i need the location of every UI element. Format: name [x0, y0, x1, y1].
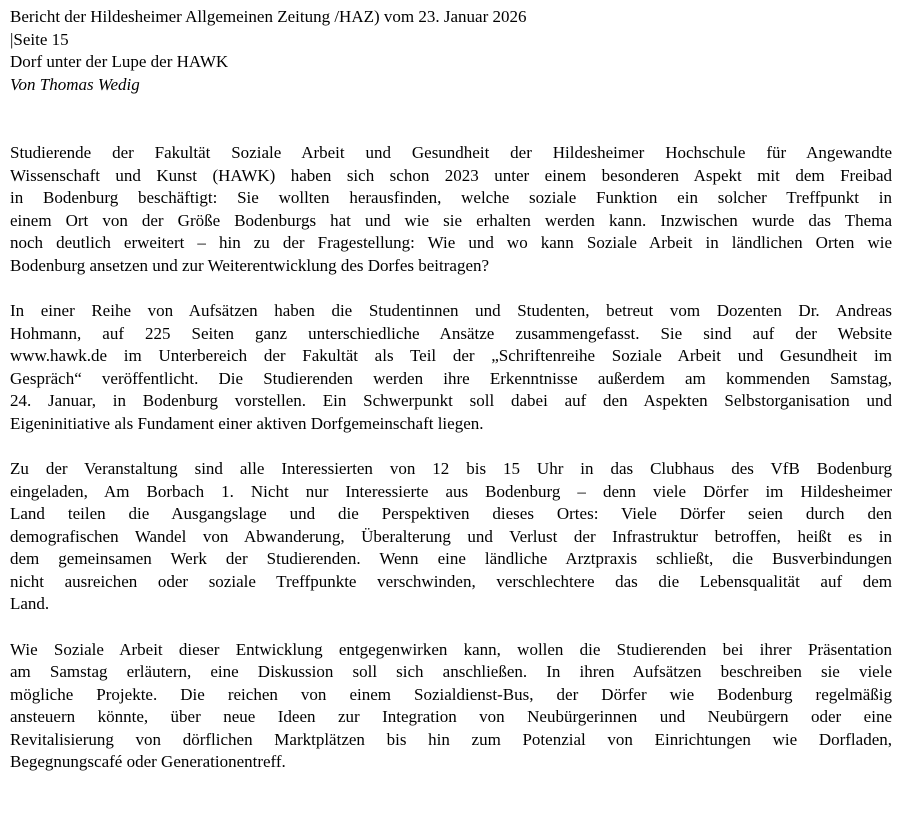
paragraph-line: Land. — [10, 594, 50, 613]
article-paragraph — [10, 458, 892, 616]
paragraph-line: Zu der Veranstaltung sind alle Interessierten von 12 bis 15 Uhr in das Clubhaus des VfB Bodenburg — [10, 459, 892, 478]
paragraph-line: mögliche Projekte. Die reichen von einem Sozialdienst-Bus, der Dörfer wie Bodenburg regelmäßig — [10, 684, 892, 704]
article-body — [10, 142, 892, 774]
paragraph-line: demografischen Wandel von Abwanderung, Überalterung und Verlust der Infrastruktur betroffen, heißt es in — [10, 526, 892, 546]
article-paragraph — [10, 142, 892, 277]
paragraph-line: 24. Januar, in Bodenburg vorstellen. Ein Schwerpunkt soll dabei auf den Aspekten Selbstorganisation und — [10, 391, 892, 410]
paragraph-line: einem Ort von der Größe Bodenburgs hat und wie sie erhalten werden kann. Inzwischen wurde das Thema — [10, 210, 892, 230]
paragraph-line: Wissenschaft und Kunst (HAWK) haben sich schon 2023 unter einem besonderen Aspekt mit dem Freibad — [10, 165, 892, 185]
paragraph-line: www.hawk.de im Unterbereich der Fakultät als Teil der „Schriftenreihe Soziale Arbeit und Gesundheit im — [10, 346, 892, 365]
paragraph-line: Revitalisierung von dörflichen Marktplätzen bis hin zum Potenzial von Einrichtungen wie Dorfladen, — [10, 729, 892, 749]
headline: Dorf unter der Lupe der HAWK — [10, 52, 229, 71]
paragraph-line: ansteuern könnte, über neue Ideen zur Integration von Neubürgerinnen und Neubürgern oder eine — [10, 707, 892, 726]
paragraph-line: eingeladen, Am Borbach 1. Nicht nur Interessierte aus Bodenburg – denn viele Dörfer im Hildesheimer — [10, 481, 892, 501]
paragraph-line: nicht ausreichen oder soziale Treffpunkte verschwinden, verschlechtere das die Lebensqualität auf dem — [10, 571, 892, 591]
page-reference: |Seite 15 — [10, 29, 69, 49]
paragraph-line: am Samstag erläutern, eine Diskussion soll sich anschließen. In ihren Aufsätzen beschreiben sie viele — [10, 662, 892, 681]
paragraph-line: in Bodenburg beschäftigt: Sie wollten herausfinden, welche soziale Funktion ein solcher Treffpunkt in — [10, 188, 892, 207]
paragraph-line: Wie Soziale Arbeit dieser Entwicklung entgegenwirken kann, wollen die Studierenden bei ihrer Präsentation — [10, 639, 892, 659]
article-paragraph — [10, 639, 892, 774]
article-paragraph — [10, 300, 892, 435]
paragraph-line: dem gemeinsamen Werk der Studierenden. Wenn eine ländliche Arztpraxis schließt, die Busverbindungen — [10, 549, 892, 568]
paragraph-line: noch deutlich erweitert – hin zu der Fragestellung: Wie und wo kann Soziale Arbeit in ländlichen Orten wie — [10, 233, 892, 252]
source-line: Bericht der Hildesheimer Allgemeinen Zeitung /HAZ) vom 23. Januar 2026 — [10, 7, 527, 26]
paragraph-line: Land teilen die Ausgangslage und die Perspektiven dieses Ortes: Viele Dörfer seien durch den — [10, 504, 892, 523]
article-page — [10, 6, 892, 797]
paragraph-line: Bodenburg ansetzen und zur Weiterentwicklung des Dorfes beitragen? — [10, 255, 490, 275]
paragraph-line: Studierende der Fakultät Soziale Arbeit und Gesundheit der Hildesheimer Hochschule für Angewandte — [10, 143, 892, 162]
byline: Von Thomas Wedig — [10, 74, 140, 94]
paragraph-line: In einer Reihe von Aufsätzen haben die Studentinnen und Studenten, betreut vom Dozenten Dr. Andreas — [10, 301, 892, 320]
paragraph-line: Eigeninitiative als Fundament einer aktiven Dorfgemeinschaft liegen. — [10, 413, 484, 433]
spacer — [10, 96, 892, 142]
paragraph-line: Hohmann, auf 225 Seiten ganz unterschiedliche Ansätze zusammengefasst. Sie sind auf der Website — [10, 323, 892, 343]
paragraph-line: Gespräch“ veröffentlicht. Die Studierenden werden ihre Erkenntnisse außerdem am kommenden Samstag, — [10, 368, 892, 388]
paragraph-line: Begegnungscafé oder Generationentreff. — [10, 752, 286, 771]
